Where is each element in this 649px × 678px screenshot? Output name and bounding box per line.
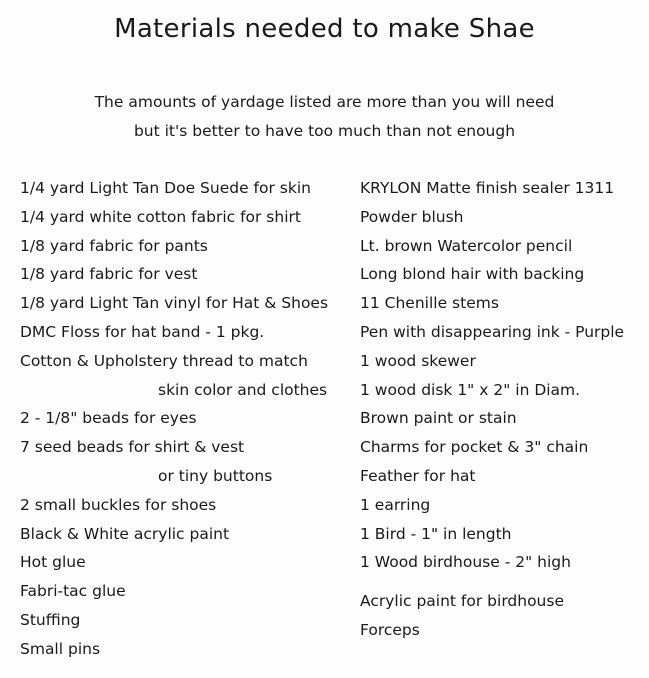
list-item: Pen with disappearing ink - Purple [360, 322, 625, 341]
materials-list-right [360, 176, 645, 647]
list-item: Feather for hat [360, 466, 476, 485]
materials-list-left [20, 176, 350, 666]
list-item: KRYLON Matte finish sealer 1311 [360, 179, 615, 197]
list-item: 7 seed beads for shirt & vest [20, 438, 245, 457]
list-item: 1/4 yard Light Tan Doe Suede for skin [20, 179, 311, 197]
list-item: 1 Bird - 1" in length [360, 524, 512, 543]
list-item-continuation: skin color and clothes [158, 380, 328, 399]
list-item: 1/8 yard Light Tan vinyl for Hat & Shoes [20, 294, 329, 313]
list-item: 1 earring [360, 495, 431, 514]
page-title: Materials needed to make Shae [114, 14, 535, 44]
list-item: Powder blush [360, 207, 464, 226]
list-item: Brown paint or stain [360, 409, 517, 428]
list-item: Cotton & Upholstery thread to match [20, 351, 308, 370]
list-item: 1 wood skewer [360, 351, 476, 370]
list-item: 1/8 yard fabric for vest [20, 265, 198, 284]
list-item: Stuffing [20, 610, 81, 629]
list-item: 1 Wood birdhouse - 2" high [360, 553, 571, 572]
list-item: Acrylic paint for birdhouse [360, 592, 564, 611]
list-item: Charms for pocket & 3" chain [360, 438, 589, 457]
list-item-continuation: or tiny buttons [158, 466, 273, 485]
subtitle-line-1: The amounts of yardage listed are more than you will need [94, 93, 555, 111]
list-item: 11 Chenille stems [360, 294, 499, 313]
list-item: 1/8 yard fabric for pants [20, 236, 208, 255]
list-item: Small pins [20, 639, 101, 658]
subtitle-line-2: but it's better to have too much than not enough [133, 122, 516, 140]
list-item: Long blond hair with backing [360, 265, 585, 284]
list-item: Hot glue [20, 553, 86, 572]
list-item: Fabri-tac glue [20, 582, 126, 601]
list-item: Lt. brown Watercolor pencil [360, 236, 573, 255]
list-item: Forceps [360, 620, 420, 639]
list-item: 2 - 1/8" beads for eyes [20, 409, 197, 428]
list-item: Black & White acrylic paint [20, 524, 230, 543]
list-item: 1/4 yard white cotton fabric for shirt [20, 207, 301, 226]
list-item: 2 small buckles for shoes [20, 495, 217, 514]
list-item: DMC Floss for hat band - 1 pkg. [20, 322, 265, 341]
list-item: 1 wood disk 1" x 2" in Diam. [360, 380, 581, 399]
